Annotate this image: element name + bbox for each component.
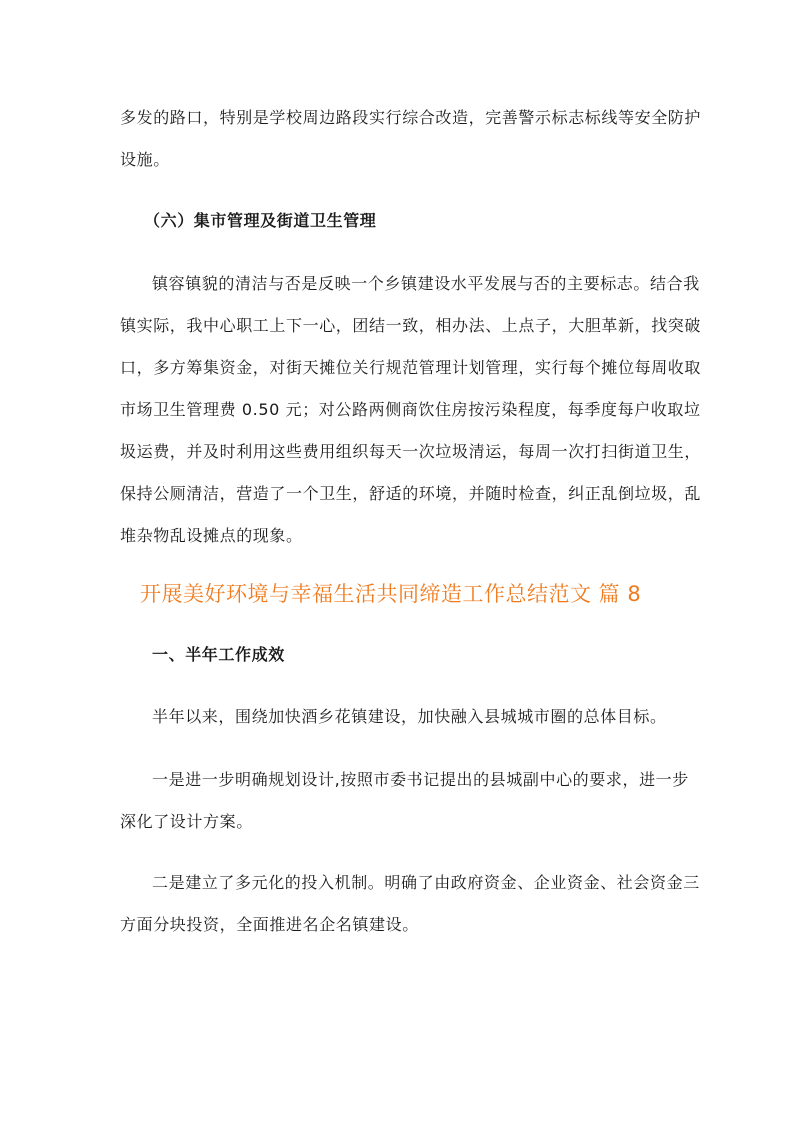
section-six-line-5: 圾运费，并及时利用这些费用组织每天一次垃圾清运，每周一次打扫街道卫生， — [120, 442, 702, 461]
para-2-line-1: 一是进一步明确规划设计,按照市委书记提出的县城副中心的要求，进一步 — [152, 770, 689, 789]
article-heading: 开展美好环境与幸福生活共同缔造工作总结范文 篇 8 — [140, 582, 642, 606]
para-3-line-2: 方面分块投资，全面推进名企名镇建设。 — [120, 915, 419, 934]
fragment-line-1: 多发的路口，特别是学校周边路段实行综合改造，完善警示标志标线等安全防护 — [120, 108, 702, 127]
section-one-title: 一、半年工作成效 — [152, 645, 285, 664]
para-1-line-1: 半年以来，围绕加快酒乡花镇建设，加快融入县城城市圈的总体目标。 — [152, 707, 667, 726]
para-2-line-2: 深化了设计方案。 — [120, 812, 253, 831]
section-six-line-6: 保持公厕清洁，营造了一个卫生，舒适的环境，并随时检查，纠正乱倒垃圾，乱 — [120, 484, 702, 503]
section-six-line-4: 市场卫生管理费 0.50 元；对公路两侧商饮住房按污染程度，每季度每户收取垃 — [120, 400, 701, 419]
fragment-line-2: 设施。 — [120, 150, 170, 169]
section-six-line-7: 堆杂物乱设摊点的现象。 — [120, 526, 303, 545]
section-six-line-2: 镇实际，我中心职工上下一心，团结一致，相办法、上点子，大胆革新，找突破 — [120, 316, 702, 335]
section-six-line-1: 镇容镇貌的清洁与否是反映一个乡镇建设水平发展与否的主要标志。结合我 — [152, 274, 700, 293]
section-six-title: （六）集市管理及街道卫生管理 — [144, 211, 377, 230]
para-3-line-1: 二是建立了多元化的投入机制。明确了由政府资金、企业资金、社会资金三 — [152, 873, 700, 892]
section-six-line-3: 口，多方筹集资金，对街天摊位关行规范管理计划管理，实行每个摊位每周收取 — [120, 358, 702, 377]
